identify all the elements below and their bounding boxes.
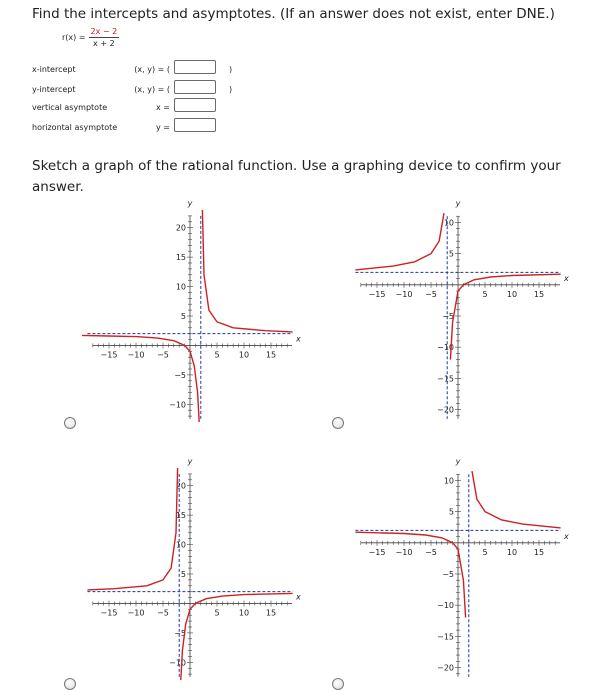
y-intercept-input[interactable] — [174, 80, 216, 94]
curve-branch-2 — [181, 593, 293, 680]
x-tick-label: −15 — [368, 547, 386, 557]
x-tick-label: −5 — [425, 289, 437, 299]
x-tick-label: 15 — [533, 547, 545, 557]
x-tick-label: 10 — [506, 547, 518, 557]
graph-option-c — [70, 454, 310, 688]
vertical-asymptote-label: vertical asymptote — [32, 103, 108, 112]
x-tick-label: −15 — [100, 608, 118, 618]
y-intercept-prefix: (x, y) = ( — [134, 85, 170, 94]
y-tick-label: 15 — [175, 253, 186, 263]
x-tick-label: 10 — [238, 608, 250, 618]
y-tick-label: 20 — [175, 223, 186, 233]
function-denominator: x + 2 — [93, 39, 115, 48]
question-text: Find the intercepts and asymptotes. (If an answer does not exist, enter DNE.) — [32, 6, 555, 22]
sketch-prompt: Sketch a graph of the rational function. Use a graphing device to confirm your answer. — [32, 158, 561, 195]
x-tick-label: 10 — [506, 289, 518, 299]
y-axis-label: y — [455, 199, 461, 208]
y-intercept-suffix: ) — [229, 85, 233, 94]
horizontal-asymptote-prefix: y = — [156, 123, 170, 132]
y-tick-label: 10 — [443, 476, 454, 486]
y-tick-label: −5 — [442, 570, 454, 579]
y-tick-label: 5 — [180, 570, 186, 579]
x-tick-label: −10 — [395, 547, 413, 557]
y-tick-label: −10 — [169, 658, 186, 668]
x-axis-label: x — [564, 273, 569, 283]
y-tick-label: 10 — [443, 218, 454, 228]
x-tick-label: −15 — [368, 289, 386, 299]
function-fraction — [89, 27, 120, 48]
y-tick-label: 5 — [448, 507, 454, 517]
x-tick-label: 5 — [482, 289, 488, 299]
y-tick-label: 10 — [175, 282, 186, 292]
x-axis-label: x — [564, 531, 569, 541]
x-axis-label: x — [296, 592, 301, 602]
y-tick-label: −5 — [174, 370, 186, 380]
y-tick-label: −10 — [437, 601, 454, 611]
graph-option-a — [70, 196, 310, 430]
function-numerator: 2x − 2 — [90, 27, 118, 36]
function-definition — [62, 27, 119, 48]
y-tick-label: −15 — [437, 374, 454, 384]
x-tick-label: −5 — [157, 350, 169, 360]
x-tick-label: −10 — [127, 608, 145, 618]
horizontal-asymptote-label: horizontal asymptote — [32, 123, 118, 132]
x-tick-label: 5 — [214, 608, 220, 618]
x-tick-label: −5 — [157, 608, 169, 618]
x-axis-label: x — [296, 334, 301, 344]
y-tick-label: −5 — [442, 312, 454, 321]
x-intercept-label: x-intercept — [32, 65, 76, 74]
x-tick-label: 15 — [265, 350, 277, 360]
x-tick-label: 10 — [238, 350, 250, 360]
y-tick-label: −5 — [174, 628, 186, 638]
y-axis-label: y — [187, 457, 193, 466]
y-tick-label: 5 — [180, 312, 186, 321]
x-tick-label: −15 — [100, 350, 118, 360]
function-name: r(x) = — [62, 33, 86, 42]
x-tick-label: −5 — [425, 547, 437, 557]
y-tick-label: −10 — [169, 400, 186, 410]
option-c-radio[interactable] — [64, 678, 76, 690]
y-intercept-label: y-intercept — [32, 85, 76, 94]
curve-branch-1 — [355, 213, 444, 270]
x-tick-label: −10 — [127, 350, 145, 360]
y-tick-label: 5 — [448, 249, 454, 259]
x-tick-label: 15 — [533, 289, 545, 299]
vertical-asymptote-input[interactable] — [174, 98, 216, 112]
y-tick-label: −20 — [437, 663, 454, 673]
y-axis-label: y — [187, 199, 193, 208]
curve-branch-1 — [87, 468, 177, 590]
curve-branch-2 — [450, 274, 560, 359]
y-tick-label: −20 — [437, 405, 454, 415]
x-intercept-suffix: ) — [229, 65, 233, 74]
x-tick-label: −10 — [395, 289, 413, 299]
y-axis-label: y — [455, 457, 461, 466]
x-tick-label: 5 — [482, 547, 488, 557]
vertical-asymptote-prefix: x = — [156, 103, 170, 112]
x-tick-label: 15 — [265, 608, 277, 618]
graph-option-d — [338, 454, 578, 688]
y-tick-label: 10 — [175, 540, 186, 550]
y-tick-label: 15 — [175, 511, 186, 521]
option-b-radio[interactable] — [332, 417, 344, 429]
y-tick-label: −15 — [437, 632, 454, 642]
graph-option-b — [338, 196, 578, 430]
option-d-radio[interactable] — [332, 678, 344, 690]
y-tick-label: −10 — [437, 343, 454, 353]
curve-branch-2 — [472, 471, 561, 528]
curve-branch-2 — [202, 210, 292, 332]
x-tick-label: 5 — [214, 350, 220, 360]
x-intercept-prefix: (x, y) = ( — [134, 65, 170, 74]
x-intercept-input[interactable] — [174, 60, 216, 74]
y-tick-label: 20 — [175, 481, 186, 491]
option-a-radio[interactable] — [64, 417, 76, 429]
horizontal-asymptote-input[interactable] — [174, 118, 216, 132]
